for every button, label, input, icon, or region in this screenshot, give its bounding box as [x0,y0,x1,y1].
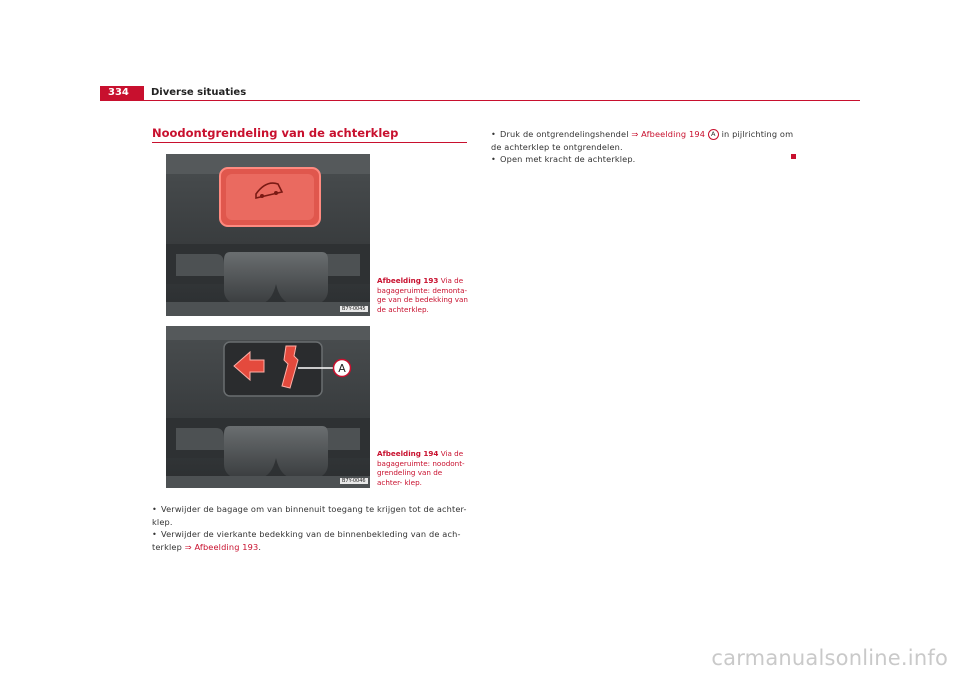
page-number: 334 [100,86,144,100]
instruction-text: Open met kracht de achterklep. [500,154,636,164]
figure-193-caption [377,276,469,314]
instruction-press-lever [491,128,801,153]
bullet-icon: • [491,129,496,139]
instruction-text: Verwijder de vierkante bedekking van de binnenbekleding van de ach- terklep [152,529,461,552]
bullet-icon: • [491,154,496,164]
header-rule [100,100,860,101]
callout-a-label: A [338,362,346,375]
section-end-icon [791,154,796,159]
bullet-icon: • [152,504,157,514]
figure-194-image [166,326,370,488]
figure-194-code: B7Y-0046 [342,478,366,484]
instruction-remove-luggage [152,503,468,528]
running-title: Diverse situaties [151,87,247,98]
section-title: Noodontgrendeling van de achterklep [152,126,399,140]
section-rule [152,142,467,143]
instruction-text: Druk de ontgrendelingshendel [500,129,629,139]
instruction-remove-cover: • Verwijder de vierkante bedekking van de binnenbekleding van de ach- terklep ⇒ Afbeelding 193. [152,529,461,552]
instruction-text: Verwijder de bagage om van binnenuit toegang te krijgen tot de achter- klep. [152,504,467,527]
figure-193-image [166,154,370,316]
bullet-icon: • [152,529,157,539]
figure-193-caption-text: Via de bagageruimte: demonta- ge van de bedekking van de achterklep. [377,276,468,314]
figure-194-caption [377,449,469,487]
instruction-open-tailgate [491,153,801,166]
figure-194-label: Afbeelding 194 [377,449,439,458]
figure-193-link[interactable]: ⇒ Afbeelding 193 [184,541,259,552]
figure-194-link[interactable]: ⇒ Afbeelding 194 [631,129,706,139]
figure-193-label: Afbeelding 193 [377,276,439,285]
figure-193-code: B7Y-0045 [342,306,366,312]
watermark: carmanualsonline.info [711,646,948,670]
marker-a-icon: A [708,129,719,140]
figure-194-caption-text: Via de bagageruimte: noodont- grendeling van de achter- klep. [377,449,465,487]
instruction-text-tail: in pijlrichting om de achterklep te ontgrendelen. [491,129,794,152]
